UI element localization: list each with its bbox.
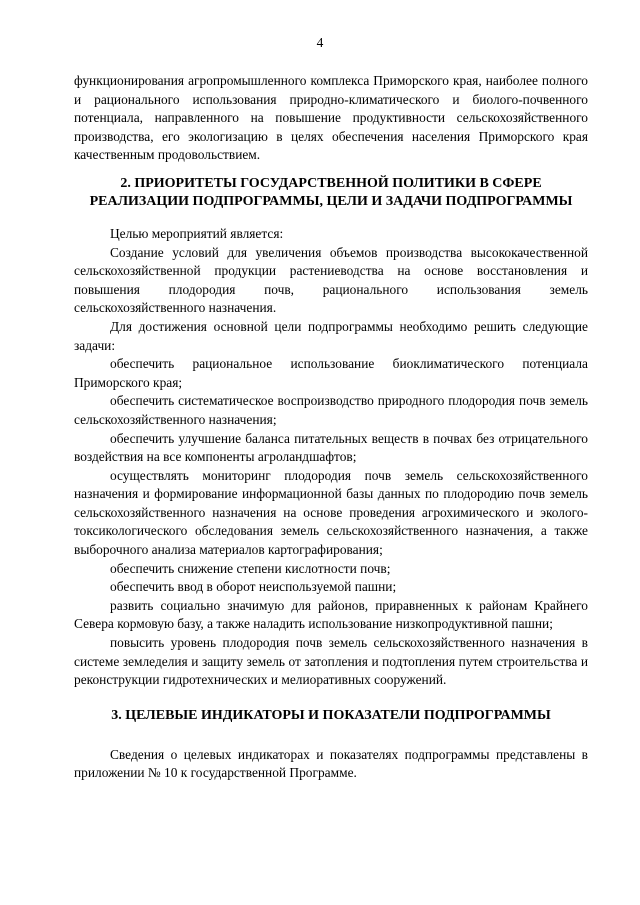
task-item: обеспечить ввод в оборот неиспользуемой пашни; (110, 579, 397, 595)
intro-paragraph: функционирования агропромышленного комплекса Приморского края, наиболее полного и рационального использования природно-климатического и биолого-почвенного потенциала, направленного на повышение продуктивности сельскохозяйственного производства, его экологизацию в целях обеспечения населения Приморского края качественным продовольствием. (74, 73, 588, 163)
task-item: обеспечить систематическое воспроизводство природного плодородия почв земель сельскохозяйственного назначения; (74, 393, 588, 427)
goal-text: Создание условий для увеличения объемов производства высококачественной сельскохозяйственной продукции растениеводства на основе восстановления и повышения плодородия почв, рационального использования земель сельскохозяйственного назначения. (74, 244, 588, 316)
section-2-title: 2. ПРИОРИТЕТЫ ГОСУДАРСТВЕННОЙ ПОЛИТИКИ В СФЕРЕ РЕАЛИЗАЦИИ ПОДПРОГРАММЫ, ЦЕЛИ И ЗАДАЧИ ПОДПРОГРАММЫ (89, 175, 573, 209)
task-item: развить социально значимую для районов, приравненных к районам Крайнего Севера кормовую базу, а также наладить использование низкопродуктивной пашни; (74, 597, 588, 632)
page-number: 4 (316, 35, 324, 50)
goal-intro: Целью мероприятий является: (110, 225, 284, 241)
section-3-title: 3. ЦЕЛЕВЫЕ ИНДИКАТОРЫ И ПОКАЗАТЕЛИ ПОДПРОГРАММЫ (111, 707, 551, 723)
task-item: обеспечить улучшение баланса питательных веществ в почвах без отрицательного воздействия на все компоненты агроландшафтов; (74, 430, 588, 465)
task-item: повысить уровень плодородия почв земель сельскохозяйственного назначения в системе земледелия и защиту земель от затопления и подтопления путем строительства и реконструкции гидротехнических и мелиоративных сооружений. (74, 635, 588, 688)
task-item: осуществлять мониторинг плодородия почв земель сельскохозяйственного назначения и формирование информационной базы данных по плодородию почв земель сельскохозяйственного назначения на основе проведения агрохимического и эколого-токсикологического обследования земель сельскохозяйственного назначения, а также выборочного анализа материалов картографирования; (74, 467, 588, 558)
page-content (74, 72, 588, 783)
task-item: обеспечить снижение степени кислотности почв; (110, 560, 391, 576)
tasks-intro: Для достижения основной цели подпрограммы необходимо решить следующие задачи: (74, 318, 588, 353)
section-3-text: Сведения о целевых индикаторах и показателях подпрограммы представлены в приложении № 10 к государственной Программе. (74, 746, 588, 781)
task-item: обеспечить рациональное использование биоклиматического потенциала Приморского края; (74, 356, 588, 390)
